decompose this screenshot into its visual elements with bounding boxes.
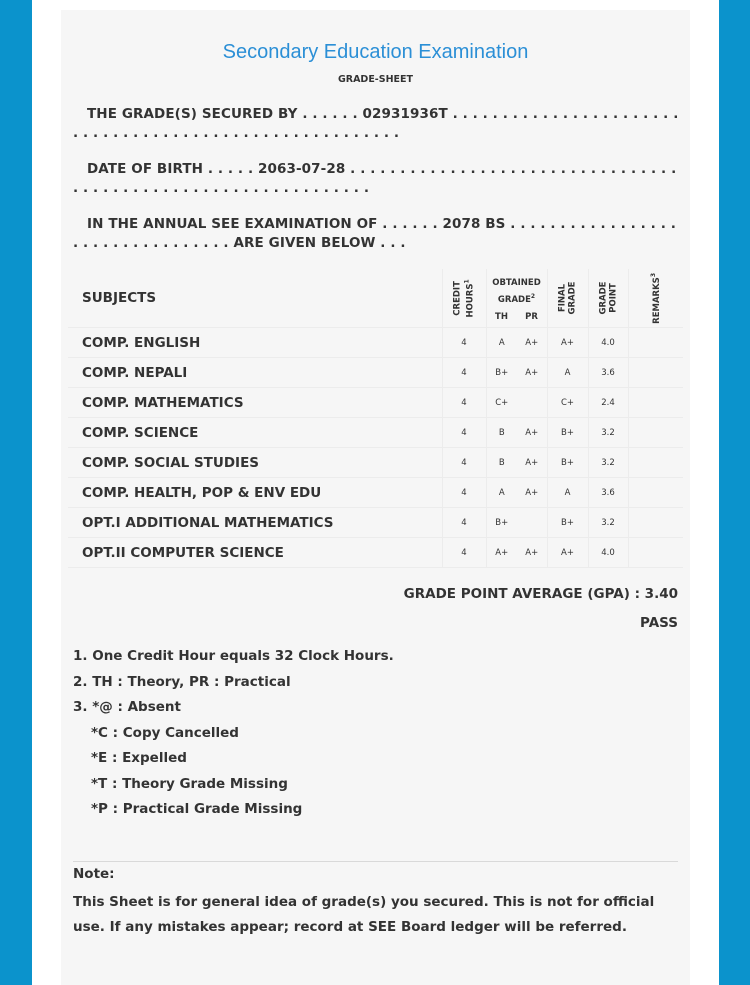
dob-label: DATE OF BIRTH xyxy=(87,161,204,177)
page-subtitle: GRADE-SHEET xyxy=(337,74,414,85)
date-of-birth: 2063-07-28 xyxy=(258,161,346,177)
page-title: Secondary Education Examination xyxy=(222,41,529,63)
subject-name: OPT.II COMPUTER SCIENCE xyxy=(68,538,442,568)
table-row xyxy=(68,508,683,538)
right-side-bar xyxy=(719,0,750,985)
credit-hours: 4 xyxy=(442,508,486,538)
grade-point: 3.6 xyxy=(588,358,628,388)
subject-name: COMP. SCIENCE xyxy=(68,418,442,448)
final-grade: B+ xyxy=(547,418,588,448)
col-th: TH xyxy=(495,312,508,322)
remarks xyxy=(628,478,683,508)
grade-point: 3.6 xyxy=(588,478,628,508)
footnote-list xyxy=(73,646,678,825)
table-row xyxy=(68,418,683,448)
remarks xyxy=(628,418,683,448)
final-grade: A xyxy=(547,358,588,388)
dob-dots-after: . . . . . . . . . . . . . . . . . . . . . . . . . . . . . . . . . . . . . . . . . . . . . . . . . . . . . . . . . . . . . . . xyxy=(73,161,677,196)
dob-dots-before: . . . . . xyxy=(203,161,258,177)
final-grade: B+ xyxy=(547,508,588,538)
practical-grade: A+ xyxy=(517,358,547,388)
theory-grade: C+ xyxy=(486,388,517,418)
final-grade: A+ xyxy=(547,328,588,358)
symbol-number: 02931936T xyxy=(362,106,448,122)
divider xyxy=(73,861,678,862)
credit-hours: 4 xyxy=(442,418,486,448)
final-grade: B+ xyxy=(547,448,588,478)
note-text: This Sheet is for general idea of grade(s) you secured. This is not for official use. If any mistakes appear; record at SEE Board ledger will be referred. xyxy=(73,894,655,935)
table-row xyxy=(68,328,683,358)
subject-name: OPT.I ADDITIONAL MATHEMATICS xyxy=(68,508,442,538)
footnote-item: 3. *@ : Absent xyxy=(73,699,181,715)
table-row xyxy=(68,388,683,418)
credit-hours: 4 xyxy=(442,388,486,418)
secured-by-line xyxy=(73,105,679,143)
footnote-item: 1. One Credit Hour equals 32 Clock Hours. xyxy=(73,648,394,664)
subject-name: COMP. SOCIAL STUDIES xyxy=(68,448,442,478)
final-grade: A xyxy=(547,478,588,508)
col-credit-hours: CREDIT HOURS$^1$ xyxy=(442,269,486,328)
theory-grade: B+ xyxy=(486,358,517,388)
theory-grade: B xyxy=(486,418,517,448)
grade-point: 4.0 xyxy=(588,538,628,568)
practical-grade xyxy=(517,508,547,538)
exam-label: IN THE ANNUAL SEE EXAMINATION OF xyxy=(87,216,378,232)
table-row xyxy=(68,358,683,388)
remarks xyxy=(628,448,683,478)
col-obtained-grade: OBTAINED GRADE$^2$ TH PR xyxy=(486,269,547,328)
final-grade: C+ xyxy=(547,388,588,418)
theory-grade: A xyxy=(486,328,517,358)
col-grade-point: GRADE POINT xyxy=(588,269,628,328)
grade-point: 3.2 xyxy=(588,508,628,538)
footnote-item: *C : Copy Cancelled xyxy=(91,724,239,741)
practical-grade: A+ xyxy=(517,418,547,448)
table-row xyxy=(68,538,683,568)
table-row xyxy=(68,478,683,508)
credit-hours: 4 xyxy=(442,328,486,358)
secured-dots-before: . . . . . . xyxy=(297,106,363,122)
col-pr: PR xyxy=(525,312,538,322)
theory-grade: B+ xyxy=(486,508,517,538)
note-heading: Note: xyxy=(73,866,115,882)
credit-hours: 4 xyxy=(442,538,486,568)
remarks xyxy=(628,538,683,568)
credit-hours: 4 xyxy=(442,358,486,388)
remarks xyxy=(628,388,683,418)
secured-dots-after: . . . . . . . . . . . . . . . . . . . . . . . . . . . . . . . . . . . . . . . . . . . . . . . . . . . . . . . . xyxy=(73,106,679,141)
exam-year: 2078 BS xyxy=(442,216,506,232)
secured-by-label: THE GRADE(S) SECURED BY xyxy=(87,106,298,122)
subject-name: COMP. ENGLISH xyxy=(68,328,442,358)
subject-name: COMP. NEPALI xyxy=(68,358,442,388)
col-subjects: SUBJECTS xyxy=(68,269,442,328)
footnote-item: 2. TH : Theory, PR : Practical xyxy=(73,673,291,690)
grade-point: 4.0 xyxy=(588,328,628,358)
remarks xyxy=(628,358,683,388)
grade-point: 3.2 xyxy=(588,418,628,448)
theory-grade: A+ xyxy=(486,538,517,568)
subject-name: COMP. HEALTH, POP & ENV EDU xyxy=(68,478,442,508)
theory-grade: B xyxy=(486,448,517,478)
final-grade: A+ xyxy=(547,538,588,568)
table-header-row xyxy=(68,269,683,328)
footnote-item: *P : Practical Grade Missing xyxy=(91,801,303,817)
theory-grade: A xyxy=(486,478,517,508)
grades-table xyxy=(68,269,683,568)
table-row xyxy=(68,448,683,478)
result-status: PASS xyxy=(640,615,678,631)
exam-dots-before: . . . . . . xyxy=(377,216,443,232)
grade-sheet xyxy=(61,10,690,985)
subject-name: COMP. MATHEMATICS xyxy=(68,388,442,418)
grade-point: 3.2 xyxy=(588,448,628,478)
col-remarks: REMARKS$^3$ xyxy=(628,269,683,328)
remarks xyxy=(628,328,683,358)
practical-grade xyxy=(517,388,547,418)
credit-hours: 4 xyxy=(442,478,486,508)
grade-point: 2.4 xyxy=(588,388,628,418)
left-side-bar xyxy=(0,0,32,985)
practical-grade: A+ xyxy=(517,328,547,358)
exam-line xyxy=(73,215,679,253)
date-of-birth-line xyxy=(73,160,679,198)
practical-grade: A+ xyxy=(517,448,547,478)
remarks xyxy=(628,508,683,538)
footnote-item: *E : Expelled xyxy=(91,750,187,766)
practical-grade: A+ xyxy=(517,538,547,568)
exam-dots-after: . . . . . . . . . . . . . . . . . . . . . . . . . . . . . . . . . xyxy=(73,216,676,251)
gpa-value: GRADE POINT AVERAGE (GPA) : 3.40 xyxy=(403,586,678,602)
col-final-grade: FINAL GRADE xyxy=(547,269,588,328)
practical-grade: A+ xyxy=(517,478,547,508)
footnote-item: *T : Theory Grade Missing xyxy=(91,775,288,792)
exam-tail: ARE GIVEN BELOW . . . xyxy=(233,235,406,251)
credit-hours: 4 xyxy=(442,448,486,478)
